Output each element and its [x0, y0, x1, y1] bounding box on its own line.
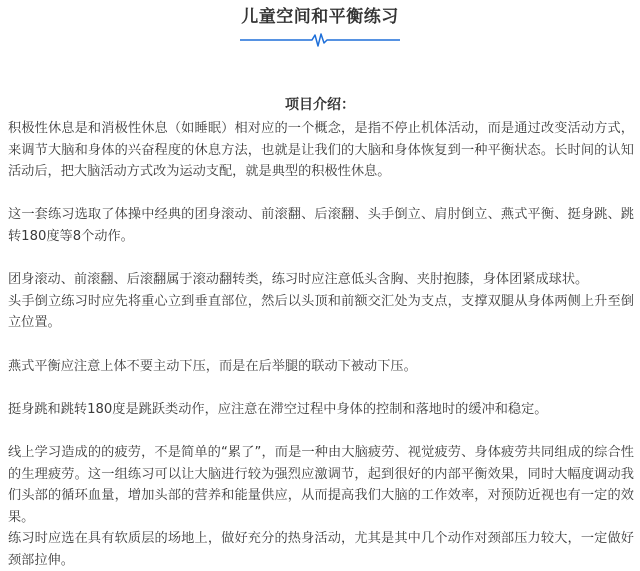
paragraph-rolling-tips: 团身滚动、前滚翻、后滚翻属于滚动翻转类，练习时应注意低头含胸、夹肘抱膝，身体团紧成球状。 [8, 272, 589, 288]
heartbeat-divider [240, 32, 400, 48]
article-body [8, 118, 634, 571]
paragraph-fatigue: 线上学习造成的的疲劳，不是简单的“累了”，而是一种由大脑疲劳、视觉疲劳、身体疲劳共同组成的综合性的生理疲劳。这一组练习可以让大脑进行较为强烈应激调节，起到很好的内部平衡效果，同时大幅度调动我们头部的循环血量，增加头部的营养和能量供应，从而提高我们大脑的工作效率，对预防近视也有一定的效果。 [8, 444, 634, 525]
page-title: 儿童空间和平衡练习 [241, 7, 399, 27]
paragraph-safety: 练习时应选在具有软质层的场地上，做好充分的热身活动，尤其是其中几个动作对颈部压力较大，一定做好颈部拉伸。 [8, 531, 634, 568]
paragraph-active-rest: 积极性休息是和消极性休息（如睡眠）相对应的一个概念，是指不停止机体活动，而是通过改变活动方式，来调节大脑和身体的兴奋程度的休息方法，也就是让我们的大脑和身体恢复到一种平衡状态。长时间的认知活动后，把大脑活动方式改为运动支配，就是典型的积极性休息。 [8, 121, 634, 180]
paragraph-exercise-list: 这一套练习选取了体操中经典的团身滚动、前滚翻、后滚翻、头手倒立、肩肘倒立、燕式平衡、挺身跳、跳转180度等8个动作。 [8, 207, 634, 244]
paragraph-gap [8, 420, 634, 442]
heartbeat-pulse-icon [308, 34, 332, 46]
paragraph-swallow-balance-tips: 燕式平衡应注意上体不要主动下压，而是在后举腿的联动下被动下压。 [8, 358, 417, 374]
paragraph-jump-tips: 挺身跳和跳转180度是跳跃类动作，应注意在滞空过程中身体的控制和落地时的缓冲和稳定。 [8, 401, 548, 417]
paragraph-headstand-tips: 头手倒立练习时应先将重心立到垂直部位，然后以头顶和前额交汇处为支点，支撑双腿从身体两侧上升至倒立位置。 [8, 293, 634, 331]
paragraph-gap [8, 183, 634, 205]
paragraph-gap [8, 334, 634, 356]
section-heading: 项目介绍： [285, 97, 355, 113]
paragraph-gap [8, 377, 634, 399]
paragraph-gap [8, 248, 634, 270]
